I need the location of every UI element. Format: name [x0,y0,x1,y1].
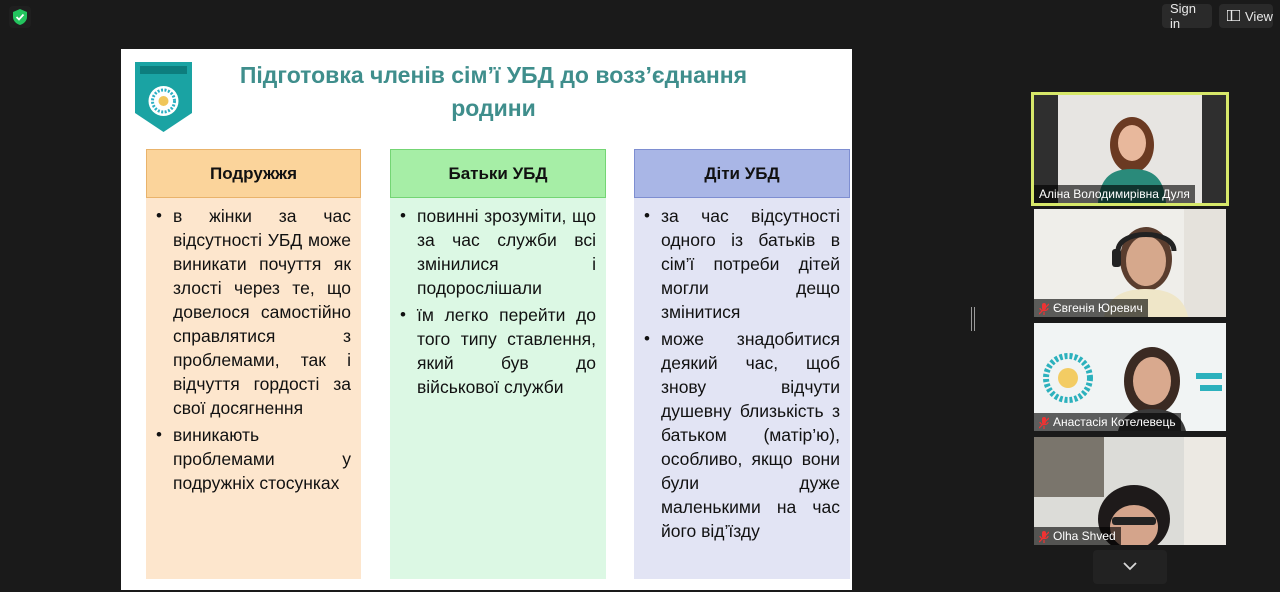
mic-muted-icon [1039,302,1049,314]
list-item: • в жінки за час відсутності УБД може виникати почуття як злості через те, що довелося самостійно справлятися з проблемами, так і відчуття гордості за свої досягнення [154,204,351,420]
shield-check-icon[interactable] [9,6,31,28]
list-item: • виникають проблемами у подружніх стосунках [154,423,351,495]
participant-name-label: Анастасія Котелевець [1053,415,1176,429]
participant-tile[interactable] [1034,323,1226,431]
shared-screen-slide [121,49,852,590]
list-item: • за час відсутності одного із батьків в сім’ї потреби дітей могли дещо змінитися [642,204,840,324]
participant-name [1034,185,1195,203]
participant-name-label: Аліна Володимирівна Дуля [1039,187,1190,201]
participant-name [1034,527,1121,545]
sign-in-button[interactable]: Sign in [1162,4,1212,28]
column-body-spouses [146,198,361,579]
collapse-gallery-button[interactable] [1093,550,1167,584]
mic-muted-icon [1039,416,1049,428]
slide-title: Підготовка членів сім’ї УБД до возз’єднання родини [239,62,748,121]
view-button[interactable] [1219,4,1273,28]
view-grid-icon [1227,9,1240,24]
university-logo-icon [134,61,193,133]
column-body-parents [390,198,606,579]
list-item: • їм легко перейти до того типу ставлення, який був до військової служби [398,303,596,399]
column-heading-parents: Батьки УБД [390,149,606,198]
participant-name-label: Євгенія Юревич [1053,301,1143,315]
participant-name [1034,299,1148,317]
column-heading-spouses: Подружжя [146,149,361,198]
mic-muted-icon [1039,530,1049,542]
column-heading-children: Діти УБД [634,149,850,198]
participant-tile[interactable] [1034,437,1226,545]
participant-name [1034,413,1181,431]
participant-name-label: Olha Shved [1053,529,1116,543]
view-button-label: View [1245,8,1273,24]
list-item: • може знадобитися деякий час, щоб знову відчути душевну близькість з батьком (матір’ю), особливо, якщо вони були дуже маленькими на час його від’їзду [642,327,840,543]
participant-tile-active[interactable] [1031,92,1229,206]
participant-tile[interactable] [1034,209,1226,317]
chevron-down-icon [1122,558,1138,576]
list-item: • повинні зрозуміти, що за час служби всі змінилися і подорослішали [398,204,596,300]
panel-resize-handle[interactable] [971,307,975,331]
column-body-children [634,198,850,579]
